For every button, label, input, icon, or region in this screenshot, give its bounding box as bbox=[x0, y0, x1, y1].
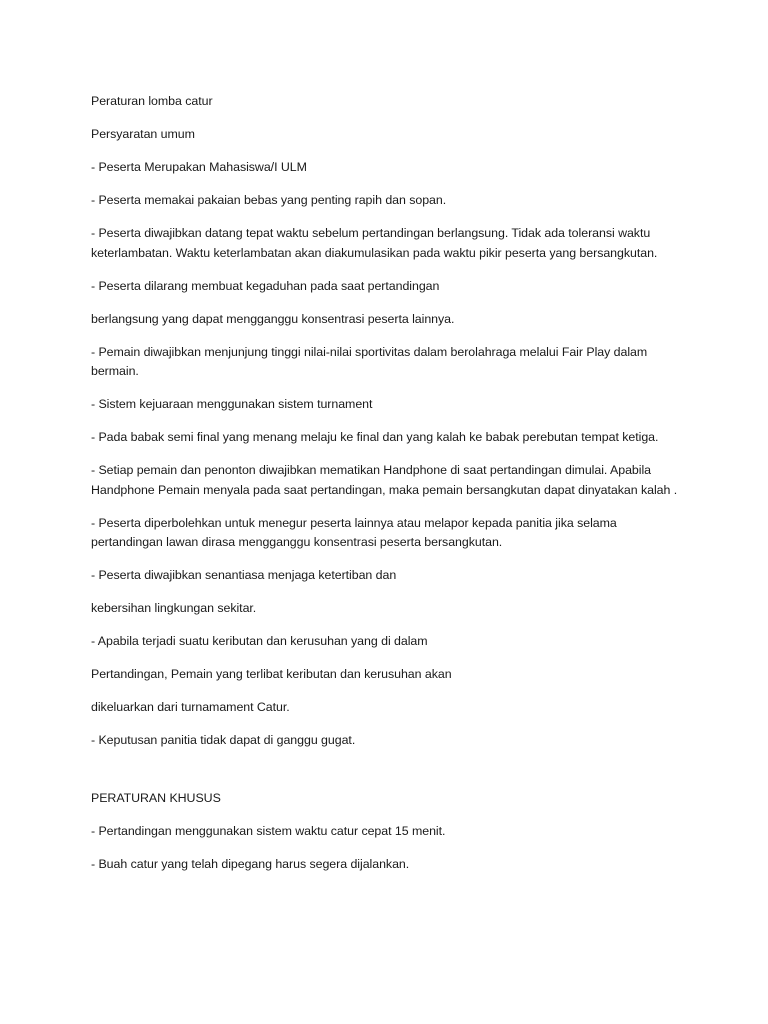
general-rule-4: - Peserta dilarang membuat kegaduhan pada saat pertandingan bbox=[91, 278, 440, 293]
general-rule-9: - Peserta diperbolehkan untuk menegur peserta lainnya atau melapor kepada panitia jika selama pertandingan lawan dirasa mengganggu konsentrasi peserta bersangkutan. bbox=[91, 515, 617, 549]
special-rule-2: - Buah catur yang telah dipegang harus segera dijalankan. bbox=[91, 856, 410, 871]
general-rule-7: - Pada babak semi final yang menang melaju ke final dan yang kalah ke babak perebutan tempat ketiga. bbox=[91, 430, 659, 444]
general-rule-8: - Setiap pemain dan penonton diwajibkan mematikan Handphone di saat pertandingan dimulai. Apabila Handphone Pemain menyala pada saat pertandingan, maka pemain bersangkutan dapat dinyatakan kalah . bbox=[91, 463, 678, 497]
general-rule-11-continued: Pertandingan, Pemain yang terlibat keributan dan kerusuhan akan bbox=[91, 667, 452, 681]
document-title: Peraturan lomba catur bbox=[91, 94, 213, 108]
general-heading: Persyaratan umum bbox=[91, 127, 195, 141]
special-rule-1: - Pertandingan menggunakan sistem waktu catur cepat 15 menit. bbox=[91, 823, 446, 838]
general-rule-4-continued: berlangsung yang dapat mengganggu konsentrasi peserta lainnya. bbox=[91, 311, 455, 326]
special-heading: PERATURAN KHUSUS bbox=[91, 790, 221, 805]
general-rule-1: - Peserta Merupakan Mahasiswa/I ULM bbox=[91, 160, 307, 174]
general-rule-10-continued: kebersihan lingkungan sekitar. bbox=[91, 601, 257, 615]
general-rule-10: - Peserta diwajibkan senantiasa menjaga ketertiban dan bbox=[91, 568, 397, 582]
general-rule-2: - Peserta memakai pakaian bebas yang penting rapih dan sopan. bbox=[91, 193, 447, 207]
general-rule-6: - Sistem kejuaraan menggunakan sistem turnament bbox=[91, 397, 373, 411]
general-rule-5: - Pemain diwajibkan menjunjung tinggi nilai-nilai sportivitas dalam berolahraga melalui Fair Play dalam bermain. bbox=[91, 344, 648, 378]
general-rule-12: - Keputusan panitia tidak dapat di ganggu gugat. bbox=[91, 733, 356, 747]
general-rule-3: - Peserta diwajibkan datang tepat waktu sebelum pertandingan berlangsung. Tidak ada toleransi waktu keterlambatan. Waktu keterlambatan akan diakumulasikan pada waktu pikir peserta yang bersangkutan. bbox=[91, 226, 658, 260]
document-body bbox=[91, 92, 691, 888]
general-rule-11-end: dikeluarkan dari turnamament Catur. bbox=[91, 700, 290, 714]
general-rule-11: - Apabila terjadi suatu keributan dan kerusuhan yang di dalam bbox=[91, 634, 428, 648]
